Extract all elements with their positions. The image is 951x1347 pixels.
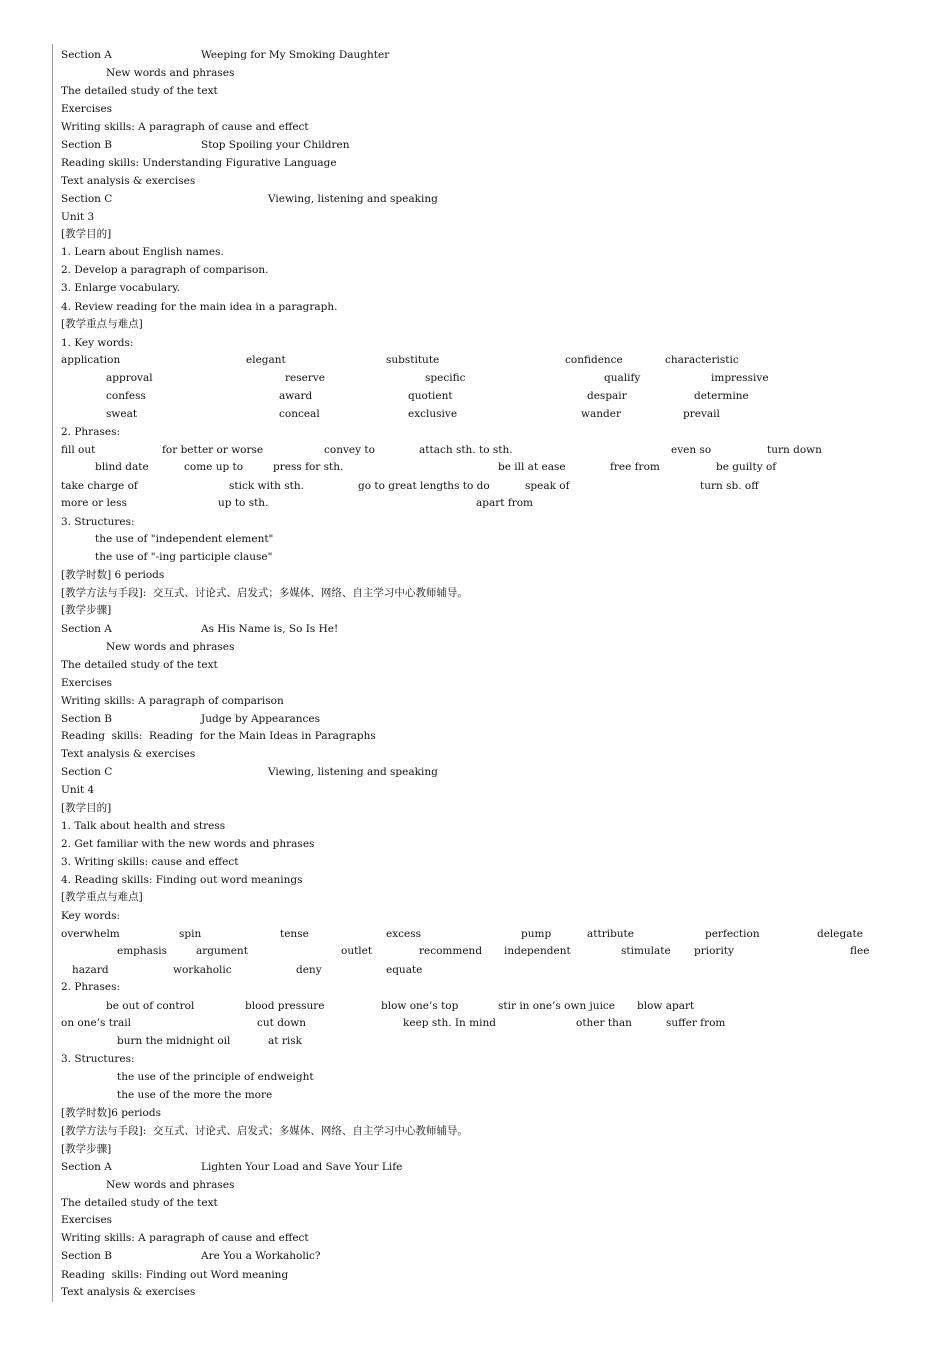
text-segment: be ill at ease: [498, 461, 566, 473]
text-segment: Writing skills: A paragraph of cause and effect: [61, 121, 309, 133]
text-segment: flee: [850, 945, 870, 957]
text-segment: excess: [386, 928, 422, 940]
text-segment: New words and phrases: [106, 641, 235, 653]
text-segment: outlet: [341, 945, 373, 957]
text-segment: priority: [694, 945, 734, 957]
text-segment: other than: [576, 1017, 632, 1029]
text-segment: Judge by Appearances: [201, 713, 320, 725]
text-segment: approval: [106, 372, 153, 384]
text-segment: despair: [587, 390, 627, 402]
text-segment: the use of the principle of endweight: [117, 1071, 314, 1083]
text-segment: qualify: [604, 372, 641, 384]
text-segment: cut down: [257, 1017, 306, 1029]
text-segment: wander: [581, 408, 621, 420]
text-segment: [教学目的]: [61, 228, 112, 240]
text-segment: burn the midnight oil: [117, 1035, 231, 1047]
text-segment: prevail: [683, 408, 720, 420]
text-segment: turn sb. off: [700, 480, 759, 492]
text-segment: suffer from: [666, 1017, 726, 1029]
text-segment: at risk: [268, 1035, 302, 1047]
text-segment: substitute: [386, 354, 440, 366]
text-segment: confess: [106, 390, 146, 402]
text-segment: attach sth. to sth.: [419, 444, 513, 456]
text-segment: attribute: [587, 928, 634, 940]
text-segment: 1. Talk about health and stress: [61, 820, 226, 832]
text-segment: the use of "independent element": [95, 533, 274, 545]
text-segment: apart from: [476, 497, 534, 509]
text-segment: overwhelm: [61, 928, 120, 940]
text-segment: 3. Structures:: [61, 516, 135, 528]
text-segment: press for sth.: [273, 461, 344, 473]
text-segment: Section C: [61, 193, 113, 205]
text-segment: Section C: [61, 766, 113, 778]
text-segment: up to sth.: [218, 497, 269, 509]
text-segment: Exercises: [61, 1214, 113, 1226]
text-segment: 2. Get familiar with the new words and phrases: [61, 838, 315, 850]
text-segment: convey to: [324, 444, 375, 456]
text-segment: 3. Structures:: [61, 1053, 135, 1065]
text-segment: Section B: [61, 1250, 113, 1262]
text-segment: characteristic: [665, 354, 739, 366]
text-segment: New words and phrases: [106, 67, 235, 79]
text-segment: Writing skills: A paragraph of comparison: [61, 695, 284, 707]
text-segment: [教学步骤]: [61, 604, 112, 616]
text-segment: perfection: [705, 928, 760, 940]
text-segment: Key words:: [61, 910, 121, 922]
text-segment: stick with sth.: [229, 480, 304, 492]
text-segment: fill out: [61, 444, 96, 456]
text-segment: [教学方法与手段]: 交互式、讨论式、启发式；多媒体、网络、自主学习中心教师辅导。: [61, 587, 468, 599]
text-segment: blind date: [95, 461, 149, 473]
text-segment: Section B: [61, 139, 113, 151]
text-segment: equate: [386, 964, 423, 976]
text-segment: blow apart: [637, 1000, 695, 1012]
text-segment: workaholic: [173, 964, 232, 976]
text-segment: spin: [179, 928, 202, 940]
text-segment: go to great lengths to do: [358, 480, 490, 492]
text-segment: independent: [504, 945, 571, 957]
text-segment: stimulate: [621, 945, 671, 957]
text-segment: exclusive: [408, 408, 458, 420]
text-segment: the use of the more the more: [117, 1089, 273, 1101]
text-segment: blow one’s top: [381, 1000, 459, 1012]
text-segment: The detailed study of the text: [61, 1197, 218, 1209]
text-segment: 2. Phrases:: [61, 426, 120, 438]
text-segment: determine: [694, 390, 749, 402]
text-segment: Unit 4: [61, 784, 95, 796]
text-segment: [教学方法与手段]: 交互式、讨论式、启发式；多媒体、网络、自主学习中心教师辅导。: [61, 1125, 468, 1137]
text-segment: Are You a Workaholic?: [201, 1250, 321, 1262]
text-segment: Exercises: [61, 677, 113, 689]
text-segment: [教学步骤]: [61, 1143, 112, 1155]
text-segment: even so: [671, 444, 712, 456]
text-segment: stir in one’s own juice: [498, 1000, 616, 1012]
text-segment: keep sth. In mind: [403, 1017, 496, 1029]
text-segment: Text analysis & exercises: [61, 175, 196, 187]
text-segment: Section B: [61, 713, 113, 725]
text-segment: confidence: [565, 354, 623, 366]
text-segment: 4. Reading skills: Finding out word meanings: [61, 874, 303, 886]
text-segment: pump: [521, 928, 552, 940]
text-segment: New words and phrases: [106, 1179, 235, 1191]
text-segment: Viewing, listening and speaking: [268, 193, 438, 205]
text-segment: speak of: [525, 480, 570, 492]
text-segment: Weeping for My Smoking Daughter: [201, 49, 390, 61]
text-segment: Exercises: [61, 103, 113, 115]
text-segment: 4. Review reading for the main idea in a paragraph.: [61, 301, 338, 313]
text-segment: [教学时数]6 periods: [61, 1107, 161, 1119]
text-segment: The detailed study of the text: [61, 85, 218, 97]
text-segment: hazard: [72, 964, 109, 976]
text-segment: reserve: [285, 372, 326, 384]
text-segment: Reading skills: Understanding Figurative Language: [61, 157, 337, 169]
text-segment: argument: [196, 945, 248, 957]
text-segment: be out of control: [106, 1000, 195, 1012]
text-segment: specific: [425, 372, 466, 384]
text-segment: free from: [610, 461, 660, 473]
text-segment: 1. Key words:: [61, 337, 134, 349]
text-segment: the use of "-ing participle clause": [95, 551, 273, 563]
text-segment: Reading skills: Finding out Word meaning: [61, 1269, 289, 1281]
text-segment: Stop Spoiling your Children: [201, 139, 350, 151]
text-segment: conceal: [279, 408, 320, 420]
text-segment: sweat: [106, 408, 138, 420]
text-segment: tense: [280, 928, 309, 940]
text-segment: 1. Learn about English names.: [61, 246, 224, 258]
text-segment: for better or worse: [162, 444, 264, 456]
text-segment: Section A: [61, 623, 112, 635]
text-segment: [教学目的]: [61, 802, 112, 814]
text-segment: application: [61, 354, 121, 366]
text-segment: deny: [296, 964, 322, 976]
text-segment: delegate: [817, 928, 863, 940]
text-segment: Lighten Your Load and Save Your Life: [201, 1161, 403, 1173]
text-segment: emphasis: [117, 945, 168, 957]
text-segment: turn down: [767, 444, 822, 456]
text-segment: Text analysis & exercises: [61, 748, 196, 760]
text-segment: recommend: [419, 945, 483, 957]
text-segment: more or less: [61, 497, 127, 509]
text-segment: 2. Develop a paragraph of comparison.: [61, 264, 269, 276]
text-segment: Text analysis & exercises: [61, 1286, 196, 1298]
text-segment: take charge of: [61, 480, 138, 492]
text-segment: 3. Enlarge vocabulary.: [61, 282, 181, 294]
text-segment: As His Name is, So Is He!: [201, 623, 339, 635]
text-segment: award: [279, 390, 313, 402]
text-segment: impressive: [711, 372, 769, 384]
text-segment: Writing skills: A paragraph of cause and effect: [61, 1232, 309, 1244]
text-segment: 2. Phrases:: [61, 981, 120, 993]
text-segment: Viewing, listening and speaking: [268, 766, 438, 778]
text-segment: be guilty of: [716, 461, 777, 473]
text-segment: Section A: [61, 49, 112, 61]
text-segment: Unit 3: [61, 211, 95, 223]
text-segment: [教学重点与难点]: [61, 318, 143, 330]
text-segment: 3. Writing skills: cause and effect: [61, 856, 239, 868]
text-segment: Section A: [61, 1161, 112, 1173]
text-segment: blood pressure: [245, 1000, 325, 1012]
text-segment: come up to: [184, 461, 244, 473]
left-margin-rule: [52, 44, 53, 1302]
text-segment: Reading skills: Reading for the Main Ideas in Paragraphs: [61, 730, 376, 742]
text-segment: The detailed study of the text: [61, 659, 218, 671]
text-segment: elegant: [246, 354, 286, 366]
text-segment: [教学时数] 6 periods: [61, 569, 165, 581]
text-segment: [教学重点与难点]: [61, 891, 143, 903]
text-segment: quotient: [408, 390, 453, 402]
text-segment: on one’s trail: [61, 1017, 131, 1029]
